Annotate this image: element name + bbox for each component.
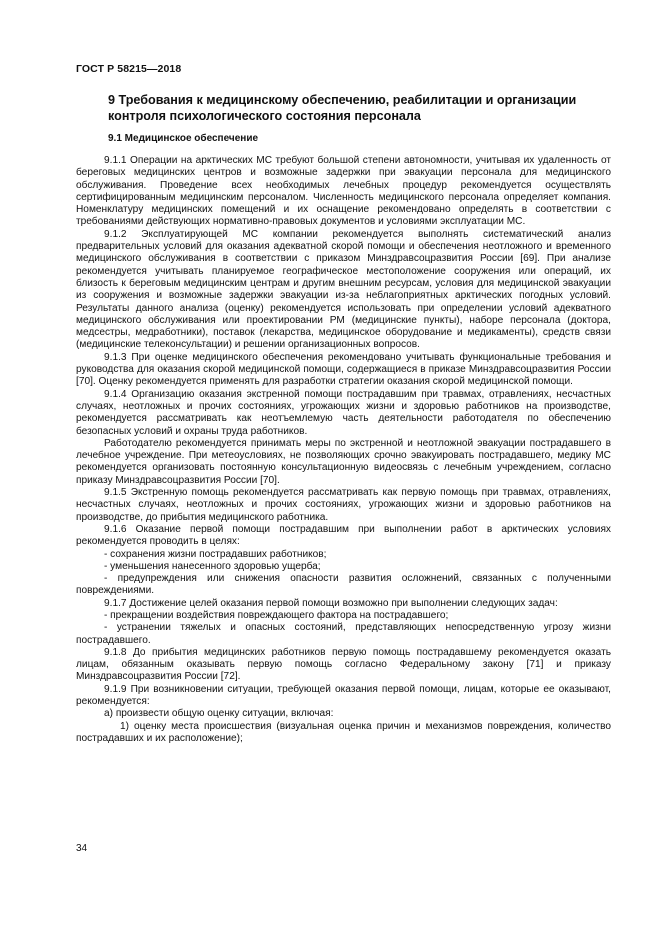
list-item: а) произвести общую оценку ситуации, включая:	[104, 708, 334, 720]
paragraph: 9.1.8 До прибытия медицинских работников первую помощь пострадавшему рекомендуется оказать лицам, обязанным оказывать первую помощь согласно Федеральному закону [71] и приказу Минздравсоцразвития России [72].	[76, 646, 611, 683]
paragraph: 9.1.7 Достижение целей оказания первой помощи возможно при выполнении следующих задач:	[104, 597, 558, 609]
subsection-title: 9.1 Медицинское обеспечение	[108, 133, 259, 144]
list-item: - прекращении воздействия повреждающего фактора на пострадавшего;	[104, 609, 449, 621]
paragraph: 9.1.6 Оказание первой помощи пострадавшим при выполнении работ в арктических условиях рекомендуется проводить в целях:	[76, 523, 611, 548]
list-item: - сохранения жизни пострадавших работников;	[104, 548, 327, 560]
paragraph: 9.1.5 Экстренную помощь рекомендуется рассматривать как первую помощь при травмах, отравлениях, несчастных случаях, неотложных и прочих состояниях, угрожающих жизни и здоровью работников на производстве, до прибытия медицинского работника.	[76, 487, 611, 523]
paragraph: 9.1.9 При возникновении ситуации, требующей оказания первой помощи, лицам, которые ее оказывают, рекомендуется:	[76, 683, 611, 708]
list-item: 1) оценку места происшествия (визуальная оценка причин и механизмов повреждения, количество пострадавших и их расположение);	[76, 720, 611, 744]
page-number: 34	[76, 843, 88, 854]
list-item: - устранении тяжелых и опасных состояний, представляющих непосредственную угрозу жизни пострадавшего.	[76, 622, 611, 646]
paragraph: Работодателю рекомендуется принимать меры по экстренной и неотложной эвакуации пострадавшего в лечебное учреждение. При метеоусловиях, не позволяющих срочно эвакуировать пострадавшего, медику МС рекомендуется организовать постоянную консультационную видеосвязь с лечебным учреждением, согласно приказу Минздравсоцразвития России [70].	[76, 437, 611, 486]
document-code: ГОСТ Р 58215—2018	[76, 63, 182, 75]
body-text	[76, 155, 611, 745]
list-item: - предупреждения или снижения опасности развития осложнений, связанных с полученными повреждениями.	[76, 573, 611, 597]
paragraph: 9.1.1 Операции на арктических МС требуют большой степени автономности, учитывая их удаленность от береговых медицинских центров и возможные задержки при эвакуации персонала для медицинского обслуживания. Проведение всех необходимых лечебных процедур рекомендуется осуществлять сертифицированным медицинским персоналом. Численность медицинского персонала определяет компания. Номенклатуру медицинских помещений и их оснащение рекомендовано определять в соответствии с требованиями действующих нормативно-правовых документов и условиями эксплуатации МС.	[76, 155, 611, 228]
paragraph: 9.1.2 Эксплуатирующей МС компании рекомендуется выполнять систематический анализ предварительных условий для оказания адекватной скорой помощи и обеспечения неотложного и временного медицинского обслуживания в соответствии с приказом Минздравсоцразвития России [69]. При анализе рекомендуется учитывать планируемое географическое местоположение сооружения или операций, их близость к береговым медицинским центрам и другим внешним ресурсам, условия для медицинской эвакуации из сооружения и возможные задержки эвакуации из-за неблагоприятных арктических погодных условий. Результаты данного анализа (оценку) рекомендуется использовать при определении условий адекватного медицинского обслуживания или проектировании РМ (медицинские пункты), наборе персонала (доктора, медсестры, медработники), поставок (лекарства, медицинское оборудование и медикаменты), средств связи (медицинские телеконсультации) и решении организационных вопросов.	[76, 228, 611, 351]
list-item: - уменьшения нанесенного здоровью ущерба;	[104, 560, 321, 572]
paragraph: 9.1.4 Организацию оказания экстренной помощи пострадавшим при травмах, отравлениях, несчастных случаях, неотложных и прочих состояниях, угрожающих жизни и здоровью работников на производстве, рекомендуется рассматривать как неотъемлемую часть деятельности работодателя по обеспечению безопасных условий и охраны труда работников.	[76, 388, 611, 437]
section-title: 9 Требования к медицинскому обеспечению, реабилитации и организации контроля психологического состояния персонала	[108, 93, 577, 123]
paragraph: 9.1.3 При оценке медицинского обеспечения рекомендовано учитывать функциональные требования и руководства для оказания скорой медицинской помощи, содержащиеся в приказе Минздравсоцразвития России [70]. Оценку рекомендуется применять для разработки стратегии оказания скорой медицинской помощи.	[76, 351, 611, 388]
